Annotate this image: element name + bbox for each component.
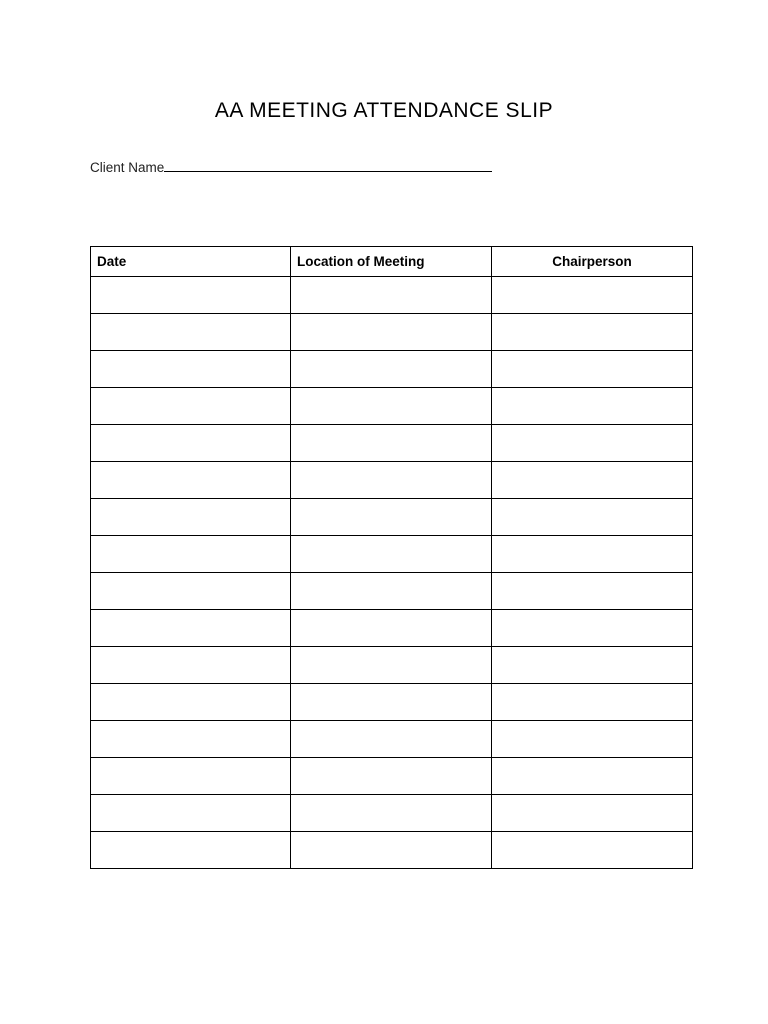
- location-cell[interactable]: [291, 425, 492, 462]
- date-cell[interactable]: [91, 684, 291, 721]
- table-row: [91, 351, 693, 388]
- location-cell[interactable]: [291, 351, 492, 388]
- date-cell[interactable]: [91, 277, 291, 314]
- location-cell[interactable]: [291, 573, 492, 610]
- location-cell[interactable]: [291, 277, 492, 314]
- table-row: [91, 388, 693, 425]
- location-cell[interactable]: [291, 388, 492, 425]
- location-cell[interactable]: [291, 832, 492, 869]
- location-cell[interactable]: [291, 647, 492, 684]
- header-date: Date: [91, 247, 291, 277]
- date-cell[interactable]: [91, 536, 291, 573]
- location-cell[interactable]: [291, 684, 492, 721]
- date-cell[interactable]: [91, 832, 291, 869]
- date-cell[interactable]: [91, 721, 291, 758]
- table-row: [91, 610, 693, 647]
- table-row: [91, 499, 693, 536]
- table-row: [91, 462, 693, 499]
- chairperson-cell[interactable]: [492, 795, 693, 832]
- table-row: [91, 758, 693, 795]
- location-cell[interactable]: [291, 314, 492, 351]
- date-cell[interactable]: [91, 610, 291, 647]
- chairperson-cell[interactable]: [492, 684, 693, 721]
- date-cell[interactable]: [91, 462, 291, 499]
- chairperson-cell[interactable]: [492, 610, 693, 647]
- chairperson-cell[interactable]: [492, 832, 693, 869]
- chairperson-cell[interactable]: [492, 721, 693, 758]
- date-cell[interactable]: [91, 499, 291, 536]
- table-row: [91, 721, 693, 758]
- date-cell[interactable]: [91, 388, 291, 425]
- chairperson-cell[interactable]: [492, 536, 693, 573]
- attendance-table: [90, 246, 693, 869]
- date-cell[interactable]: [91, 795, 291, 832]
- chairperson-cell[interactable]: [492, 351, 693, 388]
- chairperson-cell[interactable]: [492, 462, 693, 499]
- chairperson-cell[interactable]: [492, 573, 693, 610]
- date-cell[interactable]: [91, 314, 291, 351]
- date-cell[interactable]: [91, 758, 291, 795]
- table-header-row: [91, 247, 693, 277]
- chairperson-cell[interactable]: [492, 499, 693, 536]
- table-row: [91, 536, 693, 573]
- location-cell[interactable]: [291, 758, 492, 795]
- location-cell[interactable]: [291, 795, 492, 832]
- location-cell[interactable]: [291, 536, 492, 573]
- table-row: [91, 832, 693, 869]
- chairperson-cell[interactable]: [492, 277, 693, 314]
- chairperson-cell[interactable]: [492, 758, 693, 795]
- table-row: [91, 573, 693, 610]
- client-name-label: Client Name: [90, 160, 165, 175]
- location-cell[interactable]: [291, 499, 492, 536]
- chairperson-cell[interactable]: [492, 425, 693, 462]
- location-cell[interactable]: [291, 610, 492, 647]
- chairperson-cell[interactable]: [492, 388, 693, 425]
- table-row: [91, 425, 693, 462]
- table-row: [91, 795, 693, 832]
- attendance-table-body: [91, 277, 693, 869]
- date-cell[interactable]: [91, 425, 291, 462]
- client-name-field[interactable]: [90, 159, 492, 175]
- location-cell[interactable]: [291, 462, 492, 499]
- chairperson-cell[interactable]: [492, 647, 693, 684]
- date-cell[interactable]: [91, 647, 291, 684]
- table-row: [91, 314, 693, 351]
- date-cell[interactable]: [91, 351, 291, 388]
- date-cell[interactable]: [91, 573, 291, 610]
- table-row: [91, 684, 693, 721]
- chairperson-cell[interactable]: [492, 314, 693, 351]
- page-title: AA MEETING ATTENDANCE SLIP: [214, 99, 554, 122]
- table-row: [91, 647, 693, 684]
- header-chairperson: Chairperson: [492, 247, 693, 277]
- client-name-blank-line[interactable]: [164, 159, 492, 172]
- header-location-of-meeting: Location of Meeting: [291, 247, 492, 277]
- table-row: [91, 277, 693, 314]
- location-cell[interactable]: [291, 721, 492, 758]
